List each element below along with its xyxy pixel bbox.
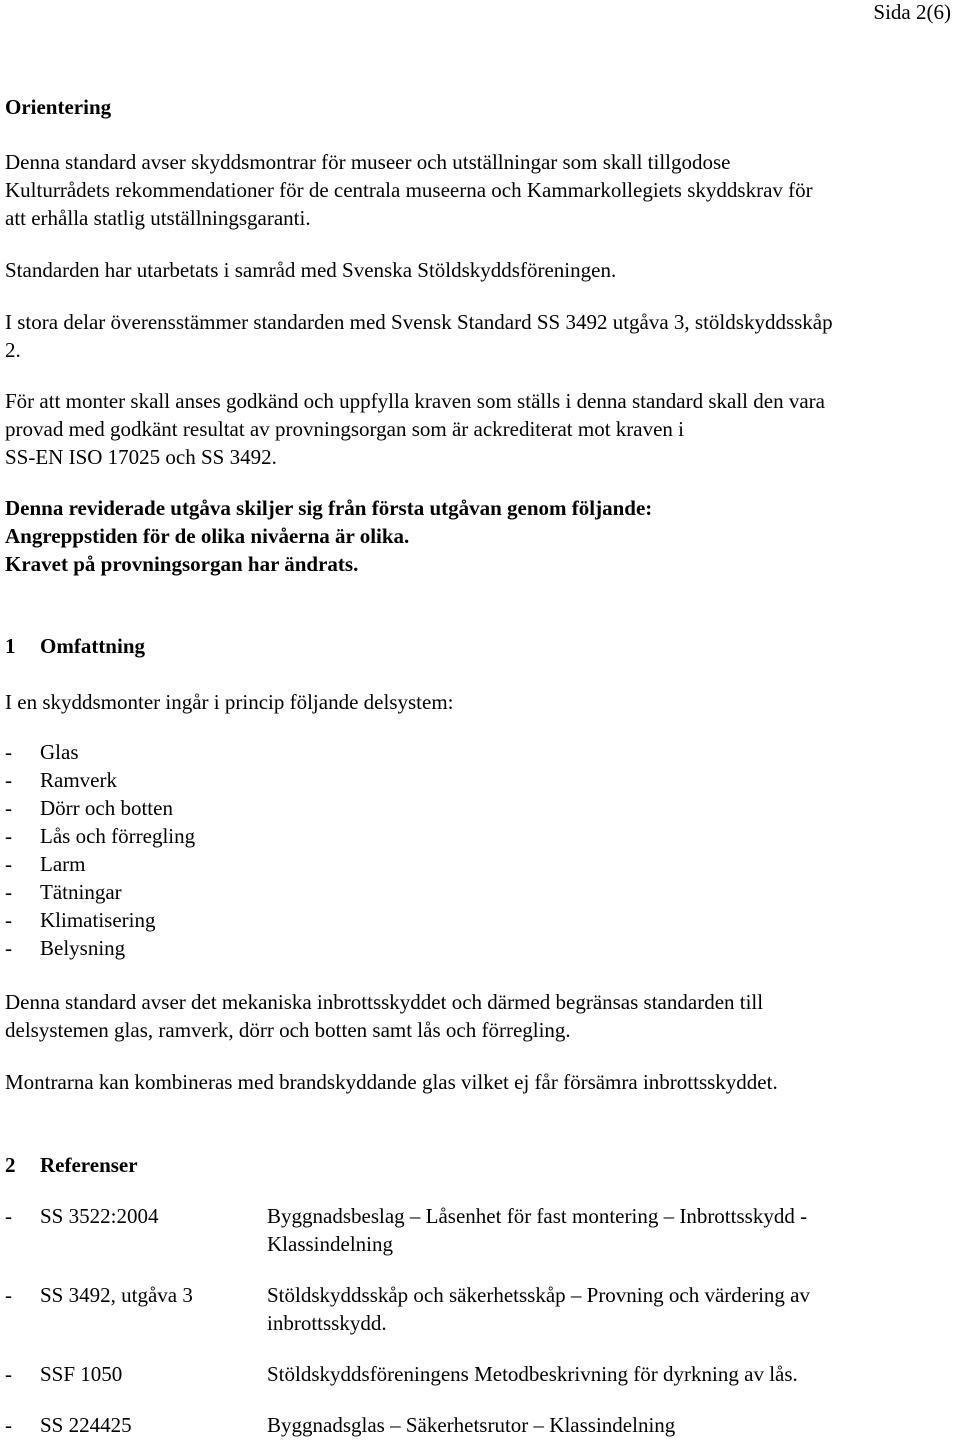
section-number: 2 bbox=[5, 1153, 16, 1177]
text-line: Kulturrådets rekommendationer för de centrala museerna och Kammarkollegiets skyddskrav för bbox=[5, 178, 813, 202]
list-item bbox=[5, 822, 195, 850]
page-number: Sida 2(6) bbox=[873, 0, 951, 24]
section-title: Referenser bbox=[40, 1153, 138, 1177]
list-item-text: Klimatisering bbox=[40, 908, 156, 932]
dash-bullet: - bbox=[5, 1362, 12, 1386]
text-line: 2. bbox=[5, 338, 21, 362]
reference-code: SS 3492, utgåva 3 bbox=[40, 1283, 193, 1307]
text-line: delsystemen glas, ramverk, dörr och botten samt lås och förregling. bbox=[5, 1018, 571, 1042]
section-1-intro bbox=[5, 688, 955, 716]
list-item-text: Tätningar bbox=[40, 880, 122, 904]
list-item-text: Belysning bbox=[40, 936, 126, 960]
revision-notes bbox=[5, 494, 955, 578]
list-item bbox=[5, 934, 195, 962]
text-line: Denna reviderade utgåva skiljer sig från första utgåvan genom följande: bbox=[5, 496, 653, 520]
dash-bullet: - bbox=[5, 936, 12, 960]
reference-code: SS 224425 bbox=[40, 1413, 132, 1437]
text-line: provad med godkänt resultat av provningsorgan som är ackrediterat mot kraven i bbox=[5, 417, 684, 441]
reference-description: Stöldskyddsföreningens Metodbeskrivning för dyrkning av lås. bbox=[267, 1362, 798, 1386]
list-item bbox=[5, 878, 195, 906]
text-line: SS-EN ISO 17025 och SS 3492. bbox=[5, 445, 277, 469]
text-line: I en skyddsmonter ingår i princip följande delsystem: bbox=[5, 690, 454, 714]
section-number: 1 bbox=[5, 634, 16, 658]
section-1-scope bbox=[5, 988, 955, 1044]
text-line: Denna standard avser skyddsmontrar för museer och utställningar som skall tillgodose bbox=[5, 150, 731, 174]
text-line: att erhålla statlig utställningsgaranti. bbox=[5, 206, 311, 230]
list-item bbox=[5, 794, 195, 822]
orientation-heading: Orientering bbox=[5, 95, 112, 119]
section-1-note bbox=[5, 1068, 955, 1096]
orientation-paragraph-2 bbox=[5, 256, 955, 284]
section-2-heading bbox=[5, 1151, 138, 1179]
list-item-text: Larm bbox=[40, 852, 86, 876]
reference-code: SS 3522:2004 bbox=[40, 1204, 159, 1228]
text-line: Kravet på provningsorgan har ändrats. bbox=[5, 552, 359, 576]
dash-bullet: - bbox=[5, 908, 12, 932]
list-item-text: Dörr och botten bbox=[40, 796, 173, 820]
list-item bbox=[5, 906, 195, 934]
dash-bullet: - bbox=[5, 852, 12, 876]
reference-description: Byggnadsglas – Säkerhetsrutor – Klassindelning bbox=[267, 1413, 676, 1437]
list-item-text: Ramverk bbox=[40, 768, 117, 792]
list-item bbox=[5, 850, 195, 878]
list-item bbox=[5, 766, 195, 794]
dash-bullet: - bbox=[5, 880, 12, 904]
dash-bullet: - bbox=[5, 740, 12, 764]
list-item-text: Lås och förregling bbox=[40, 824, 196, 848]
reference-code: SSF 1050 bbox=[40, 1362, 123, 1386]
dash-bullet: - bbox=[5, 1204, 12, 1228]
text-line: Angreppstiden för de olika nivåerna är olika. bbox=[5, 524, 410, 548]
text-line: Montrarna kan kombineras med brandskyddande glas vilket ej får försämra inbrottsskyddet. bbox=[5, 1070, 778, 1094]
dash-bullet: - bbox=[5, 1283, 12, 1307]
section-1-heading bbox=[5, 632, 145, 660]
orientation-paragraph-4 bbox=[5, 387, 955, 471]
dash-bullet: - bbox=[5, 796, 12, 820]
text-line: För att monter skall anses godkänd och uppfylla kraven som ställs i denna standard skall den vara bbox=[5, 389, 825, 413]
dash-bullet: - bbox=[5, 824, 12, 848]
text-line: Standarden har utarbetats i samråd med Svenska Stöldskyddsföreningen. bbox=[5, 258, 617, 282]
list-item bbox=[5, 738, 195, 766]
text-line: Denna standard avser det mekaniska inbrottsskyddet och därmed begränsas standarden till bbox=[5, 990, 764, 1014]
list-item-text: Glas bbox=[40, 740, 79, 764]
dash-bullet: - bbox=[5, 1413, 12, 1437]
reference-description: Stöldskyddsskåp och säkerhetsskåp – Provning och värdering av inbrottsskydd. bbox=[267, 1283, 810, 1335]
text-line: I stora delar överensstämmer standarden med Svensk Standard SS 3492 utgåva 3, stöldskyddsskåp bbox=[5, 310, 833, 334]
subsystem-list bbox=[5, 738, 195, 962]
reference-description: Byggnadsbeslag – Låsenhet för fast montering – Inbrottsskydd - Klassindelning bbox=[267, 1204, 808, 1256]
orientation-paragraph-1 bbox=[5, 148, 955, 232]
section-title: Omfattning bbox=[40, 634, 145, 658]
dash-bullet: - bbox=[5, 768, 12, 792]
orientation-paragraph-3 bbox=[5, 308, 955, 364]
